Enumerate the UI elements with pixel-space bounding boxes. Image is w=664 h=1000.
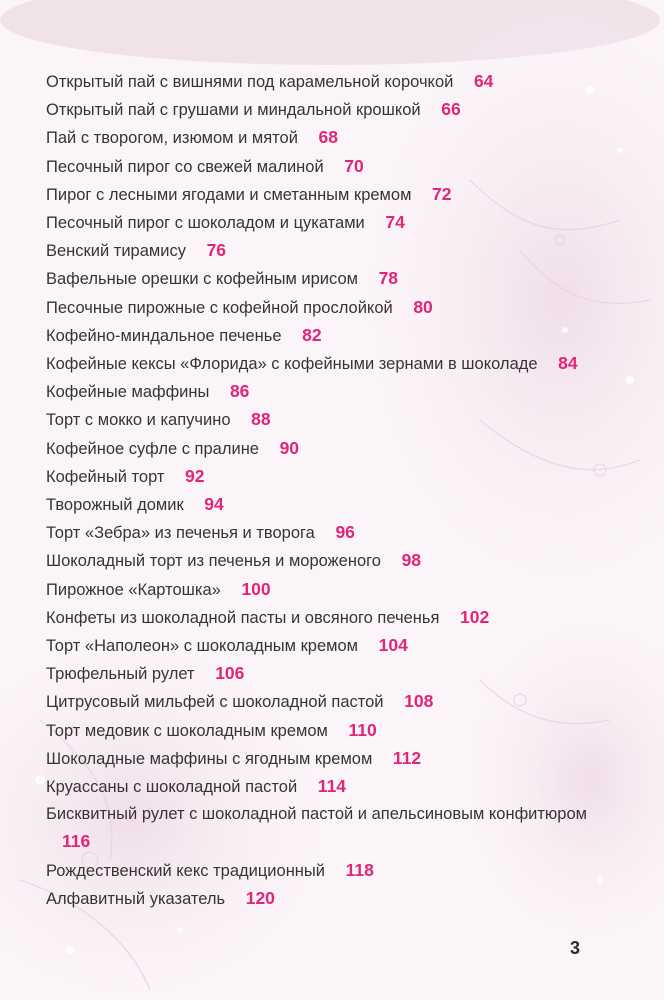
- toc-entry: [46, 265, 606, 293]
- toc-entry-page-number: 74: [385, 212, 405, 233]
- toc-entry-title: Торт «Наполеон» с шоколадным кремом: [46, 637, 359, 656]
- toc-entry-title: Кофейно-миндальное печенье: [46, 326, 282, 345]
- toc-entry: [46, 576, 606, 604]
- toc-entry: [46, 688, 606, 716]
- toc-entry: [46, 717, 606, 745]
- toc-entry-title: Вафельные орешки с кофейным ирисом: [46, 270, 358, 289]
- toc-entry: [46, 632, 606, 660]
- toc-entry-page-number: 80: [413, 296, 433, 317]
- toc-entry: [46, 350, 606, 378]
- toc-entry-page-number: 114: [317, 776, 347, 797]
- toc-entry: [46, 378, 606, 406]
- toc-entry-page-number: 110: [348, 719, 377, 740]
- toc-entry-title: Кофейные маффины: [46, 383, 210, 402]
- toc-entry-page-number: 112: [392, 747, 422, 768]
- toc-entry: [46, 153, 606, 181]
- toc-entry-title: Песочные пирожные с кофейной прослойкой: [46, 298, 393, 317]
- toc-entry: [46, 604, 606, 632]
- toc-entry: [46, 885, 606, 913]
- toc-entry-page-number: 90: [279, 437, 300, 458]
- toc-entry-page-number: 84: [558, 353, 578, 374]
- toc-entry: [46, 181, 606, 209]
- toc-entry: [46, 491, 606, 519]
- toc-entry-page-number: 82: [302, 324, 322, 345]
- toc-entry-title: Торт с мокко и капучино: [46, 411, 231, 430]
- toc-entry-title: Торт «Зебра» из печенья и творога: [46, 524, 315, 543]
- toc-entry: [46, 660, 606, 688]
- toc-entry: [46, 68, 606, 96]
- toc-entry-title: Пирожное «Картошка»: [46, 580, 221, 599]
- toc-entry-title: Бисквитный рулет с шоколадной пастой и апельсиновым конфитюром: [46, 805, 587, 824]
- toc-entry-page-number: 108: [404, 691, 434, 712]
- toc-entry-title: Открытый пай с вишнями под карамельной корочкой: [46, 73, 454, 91]
- toc-entry: [46, 237, 606, 265]
- toc-entry-page-number: 118: [345, 859, 374, 880]
- toc-entry-page-number: 96: [335, 522, 355, 543]
- toc-entry-page-number: 102: [460, 606, 490, 627]
- toc-entry: [46, 124, 606, 152]
- toc-entry: [46, 801, 606, 856]
- toc-entry-page-number: 78: [378, 268, 399, 289]
- toc-entry: [46, 519, 606, 547]
- toc-entry-title: Конфеты из шоколадной пасты и овсяного печенья: [46, 608, 440, 627]
- toc-entry-title: Кофейные кексы «Флорида» с кофейными зернами в шоколаде: [46, 355, 538, 374]
- toc-entry-page-number: 76: [206, 240, 227, 261]
- toc-entry-page-number: 86: [229, 381, 250, 402]
- toc-entry-title: Песочный пирог со свежей малиной: [46, 157, 324, 176]
- toc-entry-page-number: 66: [441, 99, 461, 120]
- toc-entry-page-number: 120: [245, 887, 275, 908]
- toc-entry: [46, 547, 606, 575]
- toc-entry-page-number: 64: [473, 71, 494, 91]
- toc-entry-title: Торт медовик с шоколадным кремом: [46, 721, 328, 740]
- toc-entry: [46, 773, 606, 801]
- toc-entry-title: Кофейное суфле с пралине: [46, 439, 259, 458]
- toc-entry: [46, 294, 606, 322]
- toc-entry-title: Открытый пай с грушами и миндальной крошкой: [46, 101, 421, 120]
- toc-entry-page-number: 92: [185, 465, 205, 486]
- toc-entry-page-number: 100: [241, 578, 271, 599]
- toc-entry-title: Пай с творогом, изюмом и мятой: [46, 129, 298, 148]
- toc-entry-page-number: 116: [62, 831, 91, 852]
- toc-entry-title: Круассаны с шоколадной пастой: [46, 778, 298, 797]
- toc-entry-page-number: 88: [251, 409, 271, 430]
- toc-entry-title: Трюфельный рулет: [46, 665, 195, 684]
- page-number: 3: [569, 938, 580, 958]
- toc-entry: [46, 857, 606, 885]
- toc-entry: [46, 406, 606, 434]
- toc-entry-page-number: 106: [215, 663, 245, 684]
- toc-entry-page-number: 104: [378, 635, 408, 656]
- toc-entry-title: Песочный пирог с шоколадом и цукатами: [46, 214, 365, 233]
- toc-entry-page-number: 94: [204, 494, 224, 515]
- toc-entry: [46, 745, 606, 773]
- toc-entry-title: Шоколадный торт из печенья и мороженого: [46, 552, 381, 571]
- toc-entry: [46, 463, 606, 491]
- toc-entry: [46, 96, 606, 124]
- toc-entry: [46, 435, 606, 463]
- toc-entry-page-number: 98: [401, 550, 422, 571]
- toc-entry: [46, 322, 606, 350]
- toc-entry-title: Рождественский кекс традиционный: [46, 861, 325, 880]
- toc-entry-title: Пирог с лесными ягодами и сметанным кремом: [46, 185, 412, 204]
- toc-entry-title: Алфавитный указатель: [46, 889, 226, 908]
- toc-entry-title: Шоколадные маффины с ягодным кремом: [46, 749, 373, 768]
- toc-entry: [46, 209, 606, 237]
- toc-entry-page-number: 70: [344, 155, 364, 176]
- toc-entry-title: Венский тирамису: [46, 242, 186, 261]
- toc-entry-title: Кофейный торт: [46, 467, 165, 486]
- toc-entry-title: Цитрусовый мильфей с шоколадной пастой: [46, 693, 384, 712]
- toc-entry-page-number: 68: [318, 127, 339, 148]
- toc-entry-title: Творожный домик: [46, 496, 184, 515]
- toc-entry-page-number: 72: [432, 183, 452, 204]
- table-of-contents: [46, 68, 606, 913]
